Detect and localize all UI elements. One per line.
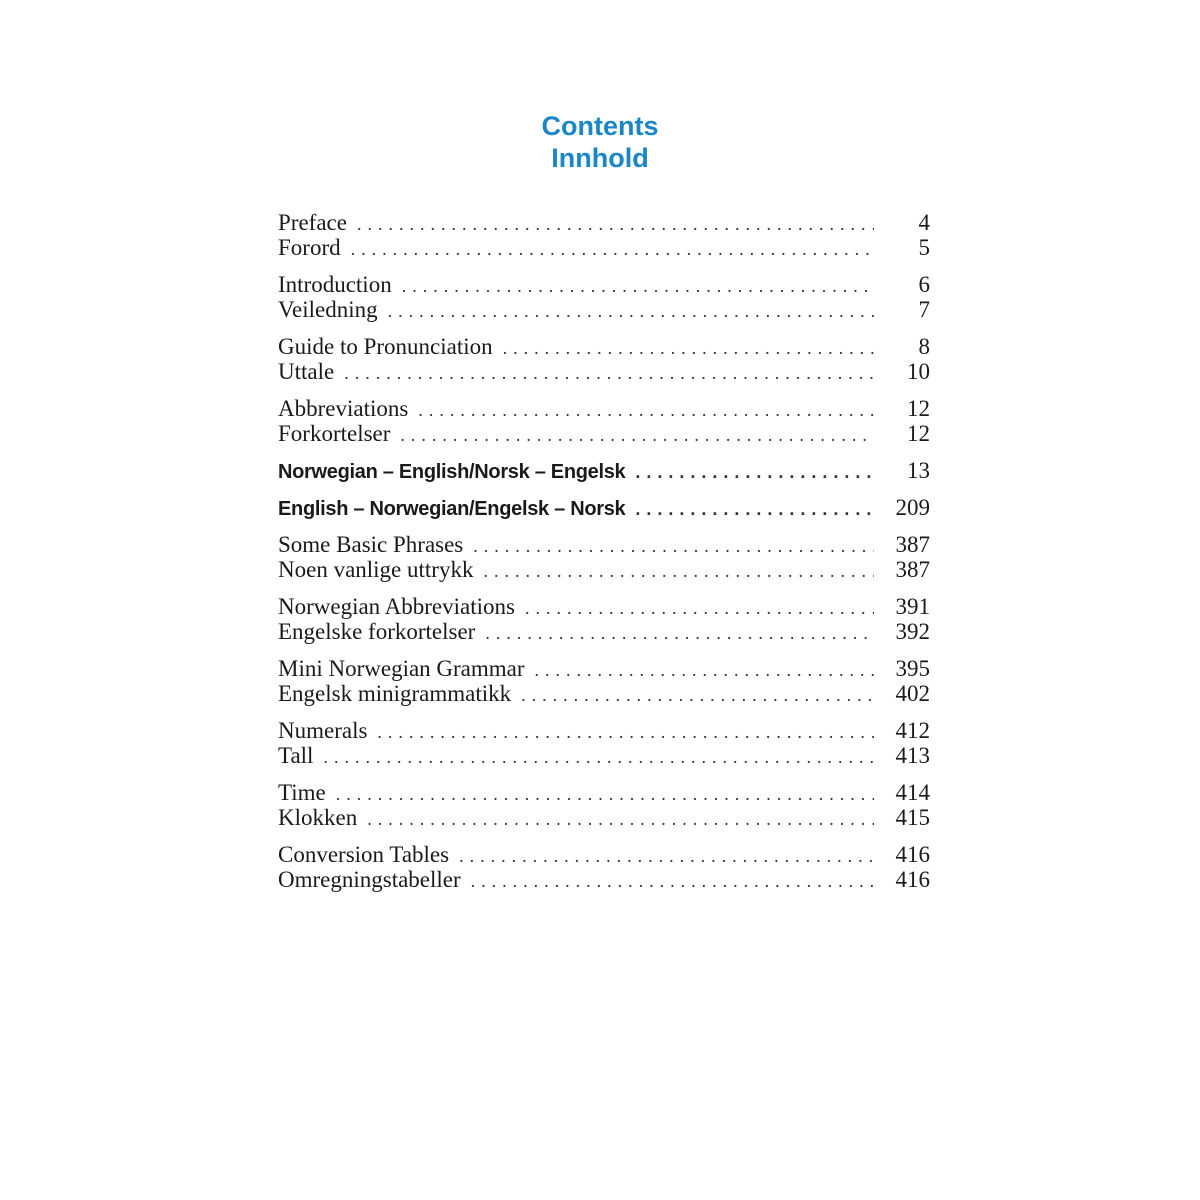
toc-group-time bbox=[278, 780, 930, 830]
toc-entry-page: 387 bbox=[895, 557, 930, 582]
toc-entry[interactable] bbox=[278, 867, 930, 892]
title-norwegian: Innhold bbox=[551, 143, 649, 173]
toc-group-phrases bbox=[278, 532, 930, 582]
toc-entry-label: Mini Norwegian Grammar bbox=[278, 656, 525, 681]
toc-entry[interactable] bbox=[278, 718, 930, 743]
dot-leader bbox=[635, 460, 874, 485]
toc-entry-page: 12 bbox=[907, 421, 930, 446]
toc-entry-page: 13 bbox=[907, 458, 930, 483]
toc-entry-label: Omregningstabeller bbox=[278, 867, 461, 892]
dot-leader bbox=[402, 274, 874, 299]
dot-leader bbox=[483, 559, 874, 584]
toc-entry[interactable] bbox=[278, 235, 930, 260]
dot-leader bbox=[357, 212, 874, 237]
toc-entry-label: Klokken bbox=[278, 805, 358, 830]
toc-entry-page: 416 bbox=[895, 842, 930, 867]
toc-entry-page: 395 bbox=[895, 656, 930, 681]
toc-group-norwegian-english bbox=[278, 458, 930, 483]
toc-entry-label: Introduction bbox=[278, 272, 392, 297]
toc-entry-page: 412 bbox=[895, 718, 930, 743]
toc-entry[interactable] bbox=[278, 532, 930, 557]
toc-entry[interactable] bbox=[278, 681, 930, 706]
toc-entry-page: 4 bbox=[918, 210, 930, 235]
toc-group-numerals bbox=[278, 718, 930, 768]
toc-entry[interactable] bbox=[278, 495, 930, 520]
dot-leader bbox=[323, 745, 874, 770]
toc-entry-page: 5 bbox=[918, 235, 930, 260]
toc-entry[interactable] bbox=[278, 743, 930, 768]
dot-leader bbox=[525, 596, 874, 621]
toc-entry[interactable] bbox=[278, 458, 930, 483]
toc-entry[interactable] bbox=[278, 780, 930, 805]
toc-entry-label: Engelske forkortelser bbox=[278, 619, 476, 644]
toc-entry-page: 387 bbox=[895, 532, 930, 557]
dot-leader bbox=[521, 683, 874, 708]
toc-group-grammar bbox=[278, 656, 930, 706]
toc-entry-label: Norwegian – English/Norsk – Engelsk bbox=[278, 461, 626, 483]
title-english: Contents bbox=[541, 111, 659, 141]
dot-leader bbox=[635, 497, 874, 522]
toc-group-pronunciation bbox=[278, 334, 930, 384]
toc-entry[interactable] bbox=[278, 557, 930, 582]
dot-leader bbox=[473, 534, 874, 559]
page-title bbox=[0, 110, 1200, 174]
dot-leader bbox=[503, 336, 874, 361]
toc-entry[interactable] bbox=[278, 421, 930, 446]
toc-entry-label: Forkortelser bbox=[278, 421, 391, 446]
toc-entry[interactable] bbox=[278, 842, 930, 867]
dot-leader bbox=[351, 237, 874, 262]
toc-entry-label: Conversion Tables bbox=[278, 842, 450, 867]
toc-entry[interactable] bbox=[278, 272, 930, 297]
toc-entry-page: 10 bbox=[907, 359, 930, 384]
toc-group-preface bbox=[278, 210, 930, 260]
toc-group-introduction bbox=[278, 272, 930, 322]
dot-leader bbox=[418, 398, 874, 423]
toc-entry-label: English – Norwegian/Engelsk – Norsk bbox=[278, 498, 626, 520]
toc-entry-page: 6 bbox=[918, 272, 930, 297]
toc-entry[interactable] bbox=[278, 656, 930, 681]
toc-entry[interactable] bbox=[278, 334, 930, 359]
toc-entry-label: Preface bbox=[278, 210, 347, 235]
dot-leader bbox=[400, 423, 874, 448]
toc-entry-page: 391 bbox=[895, 594, 930, 619]
dot-leader bbox=[485, 621, 874, 646]
toc-entry-label: Uttale bbox=[278, 359, 335, 384]
dot-leader bbox=[377, 720, 874, 745]
toc-entry-page: 414 bbox=[895, 780, 930, 805]
toc-entry-label: Noen vanlige uttrykk bbox=[278, 557, 474, 582]
toc-entry-page: 7 bbox=[918, 297, 930, 322]
toc-entry-page: 413 bbox=[895, 743, 930, 768]
toc-entry[interactable] bbox=[278, 210, 930, 235]
toc-entry-label: Abbreviations bbox=[278, 396, 409, 421]
toc-entry[interactable] bbox=[278, 359, 930, 384]
dot-leader bbox=[459, 844, 874, 869]
toc-entry-label: Norwegian Abbreviations bbox=[278, 594, 515, 619]
toc-group-abbreviations bbox=[278, 396, 930, 446]
toc-group-english-norwegian bbox=[278, 495, 930, 520]
toc-entry[interactable] bbox=[278, 805, 930, 830]
dot-leader bbox=[388, 299, 874, 324]
toc-entry-page: 209 bbox=[895, 495, 930, 520]
toc-entry-label: Tall bbox=[278, 743, 314, 768]
toc-entry[interactable] bbox=[278, 297, 930, 322]
table-of-contents bbox=[278, 210, 930, 904]
dot-leader bbox=[535, 658, 874, 683]
toc-entry-page: 8 bbox=[918, 334, 930, 359]
toc-entry-label: Some Basic Phrases bbox=[278, 532, 464, 557]
toc-group-conversion bbox=[278, 842, 930, 892]
dot-leader bbox=[336, 782, 874, 807]
toc-entry[interactable] bbox=[278, 396, 930, 421]
toc-entry-page: 12 bbox=[907, 396, 930, 421]
toc-entry-page: 415 bbox=[895, 805, 930, 830]
toc-entry[interactable] bbox=[278, 619, 930, 644]
dot-leader bbox=[471, 869, 874, 894]
toc-entry-page: 416 bbox=[895, 867, 930, 892]
toc-group-norwegian-abbreviations bbox=[278, 594, 930, 644]
toc-entry-label: Forord bbox=[278, 235, 341, 260]
toc-entry-page: 402 bbox=[895, 681, 930, 706]
toc-entry-label: Numerals bbox=[278, 718, 368, 743]
toc-entry-page: 392 bbox=[895, 619, 930, 644]
dot-leader bbox=[344, 361, 874, 386]
dot-leader bbox=[367, 807, 874, 832]
toc-entry-label: Veiledning bbox=[278, 297, 378, 322]
toc-entry[interactable] bbox=[278, 594, 930, 619]
toc-entry-label: Guide to Pronunciation bbox=[278, 334, 493, 359]
toc-entry-label: Time bbox=[278, 780, 326, 805]
toc-entry-label: Engelsk minigrammatikk bbox=[278, 681, 512, 706]
